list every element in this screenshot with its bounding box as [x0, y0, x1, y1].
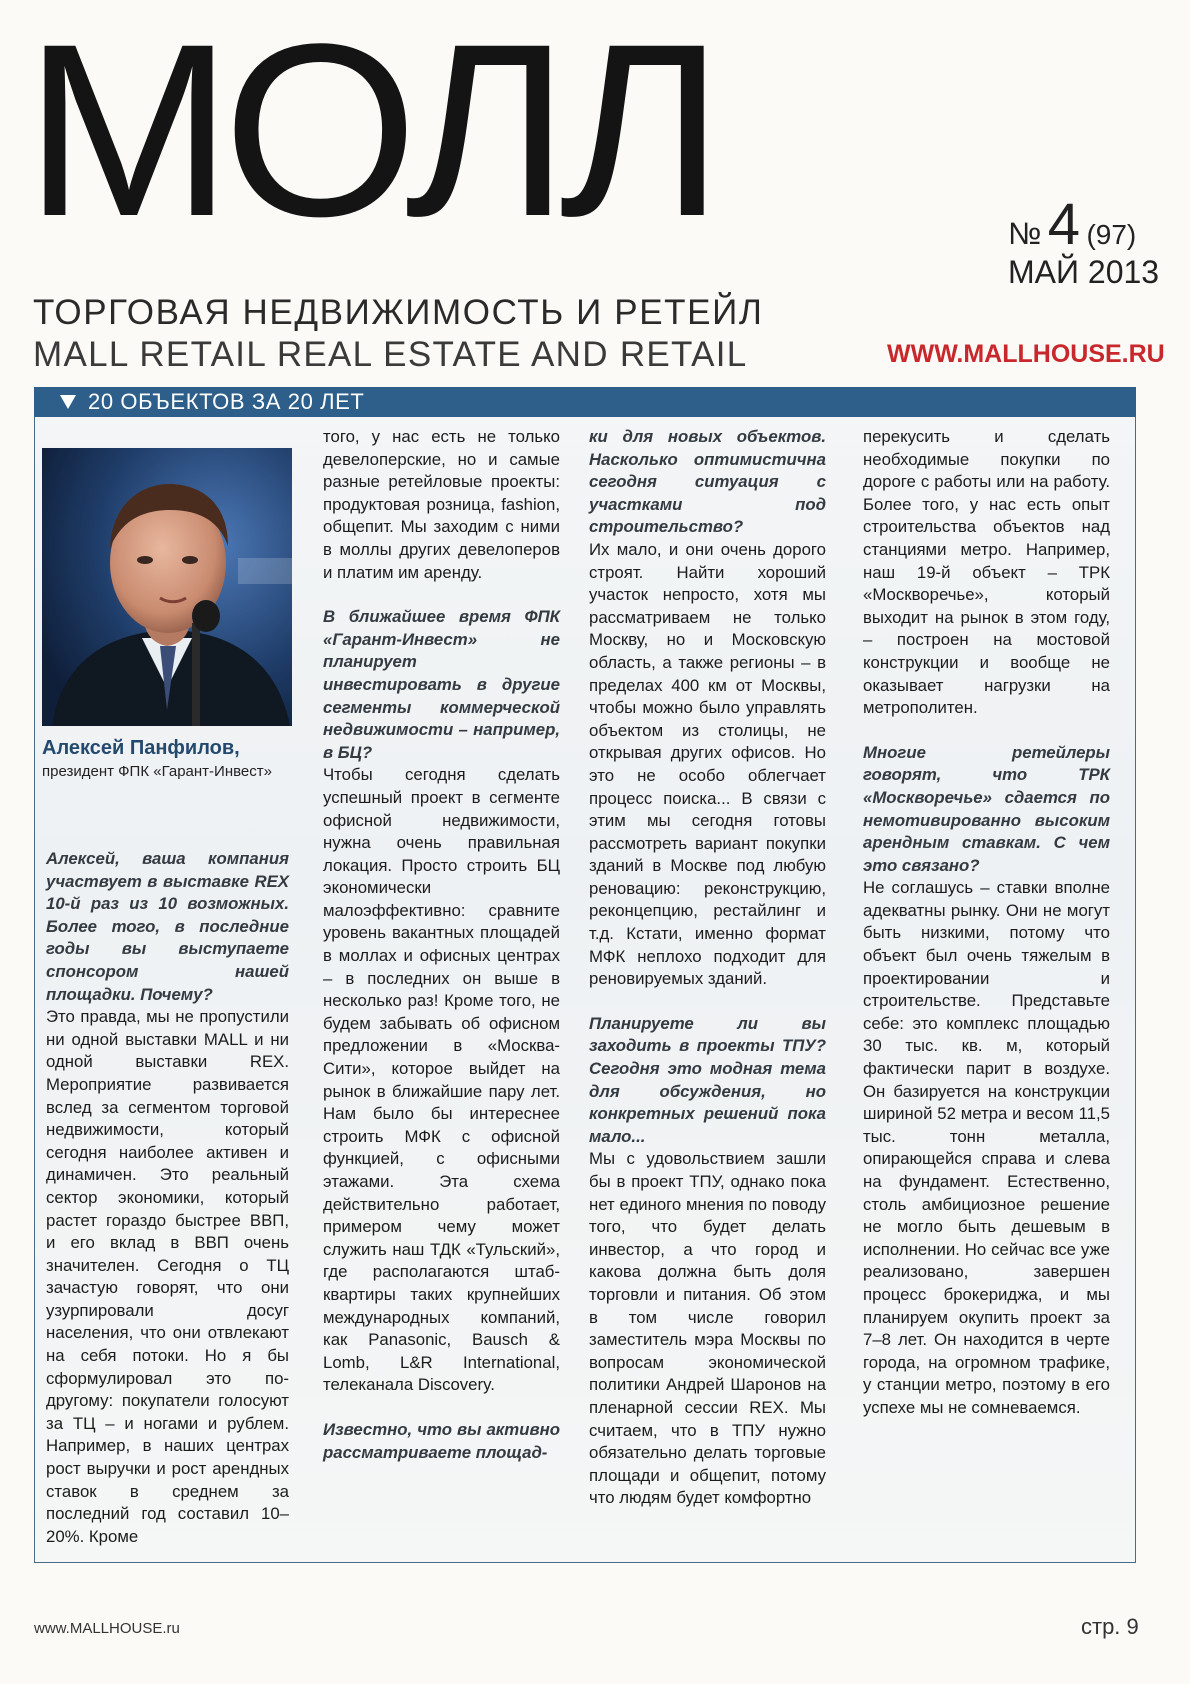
portrait-photo [42, 448, 292, 726]
interview-question: В ближайшее время ФПК «Гарант-Инвест» не планирует инвестировать в другие сегменты коммерческой недвижимости – например, в БЦ? [323, 607, 560, 762]
interview-question: Алексей, ваша компания участвует в выставке REX 10-й раз из 10 возможных. Более того, в последние годы вы выступаете спонсором нашей площадки. Почему? [46, 849, 289, 1004]
interview-answer: Их мало, и они очень дорого строят. Найти хороший участок непросто, хотя мы рассматриваем не только Москву, но и Московскую область, а также регионы – в пределах 400 км от Москвы, чтобы можно было управлять объектом из столицы, не открывая других офисов. Но это не особо облегчает процесс поиска... В связи с этим мы сегодня готовы рассмотреть вариант покупки зданий в Москве под любую реновацию: реконструкцию, реконцепцию, рестайлинг и т.д. Кстати, именно формат МФК неплохо подходит для реновируемых зданий. [589, 539, 826, 989]
interview-answer: Не соглашусь – ставки вполне адекватны рынку. Они не могут быть низкими, потому что объект был очень тяжелым в проектировании и строительстве. Представьте себе: это комплекс площадью 30 тыс. кв. м, который фактически парит в воздухе. Он базируется на конструкции шириной 52 метра и весом 11,5 тыс. тонн металла, опирающейся справа и слева на фундамент. Естественно, столь амбициозное решение не могло быть дешевым в исполнении. Но сейчас все уже реализовано, завершен процесс брокериджа, и мы планируем окупить проект за 7–8 лет. Он находится в черте города, на огромном трафике, у станции метро, поэтому в его успехе мы не сомневаемся. [863, 878, 1110, 1417]
article-column-3 [589, 426, 826, 1510]
interview-answer: того, у нас есть не только девелоперские, но и самые разные ретейловые проекты: продуктовая розница, fashion, общепит. Мы заходим с ними в моллы других девелоперов и платим им аренду. [323, 427, 560, 582]
interview-question: Известно, что вы активно рассматриваете площад- [323, 1419, 560, 1462]
photo-caption-role: президент ФПК «Гарант-Инвест» [42, 763, 272, 780]
page-number: стр. 9 [1081, 1614, 1139, 1639]
issue-date: МАЙ 2013 [1008, 254, 1160, 290]
interview-question: ки для новых объектов. Насколько оптимистична сегодня ситуация с участками под строительство? [589, 427, 826, 537]
portrait-illustration [42, 448, 292, 726]
interview-answer: Чтобы сегодня сделать успешный проект в сегменте офисной недвижимости, нужна очень правильная локация. Просто строить БЦ экономически малоэффективно: сравните уровень вакантных площадей в моллах и офисных центрах – в последних он выше в несколько раз! Кроме того, не будем забывать об офисном предложении в «Москва-Сити», которое выйдет на рынок в ближайшие пару лет. Нам было бы интереснее строить МФК с офисной функцией, с офисными этажами. Эта схема действительно работает, примером чему может служить наш ТДК «Тульский», где располагаются штаб-квартиры таких крупнейших международных компаний, как Panasonic, Bausch & Lomb, L&R International, телеканала Discovery. [323, 765, 560, 1395]
interview-question: Многие ретейлеры говорят, что ТРК «Москворечье» сдается по немотивированно высоким арендным ставкам. С чем это связано? [863, 742, 1110, 875]
rubric-title: 20 ОБЪЕКТОВ ЗА 20 ЛЕТ [88, 389, 365, 414]
interview-answer: Это правда, мы не пропустили ни одной выставки MALL и ни одной выставки REX. Мероприятие развивается вслед за сегментом торговой недвижимости, который сегодня наиболее активен и динамичен. Это реальный сектор экономики, который растет гораздо быстрее ВВП, и его вклад в ВВП очень значителен. Сегодня о ТЦ зачастую говорят, что они узурпировали досуг населения, что они отвлекают на себя потоки. Но я бы сформулировал это по-другому: покупатели голосуют за ТЦ – и ногами и рублем. Например, в наших центрах рост выручки и рост арендных ставок в среднем за последний год составил 10–20%. Кроме [46, 1007, 289, 1546]
article-column-2 [323, 426, 560, 1464]
interview-answer: Мы с удовольствием зашли бы в проект ТПУ, однако пока нет единого мнения по поводу того, что будет делать инвестор, а что город и какова должна быть доля торговли и питания. Об этом в том числе говорил заместитель мэра Москвы по вопросам экономической политики Андрей Шаронов на пленарной сессии REX. Мы считаем, что в ТПУ нужно обязательно делать торговые площади и общепит, потому что людям будет комфортно [589, 1149, 826, 1508]
issue-total-number: (97) [1086, 219, 1137, 250]
rubric-bar [34, 387, 1136, 417]
issue-number-sign: № [1008, 216, 1042, 251]
interview-question: Планируете ли вы заходить в проекты ТПУ? Сегодня это модная тема для обсуждения, но конкретных решений пока мало... [589, 1013, 826, 1146]
issue-number-row [1008, 192, 1168, 257]
issue-info [1008, 192, 1168, 290]
issue-number: 4 [1047, 192, 1080, 257]
article-column-4 [863, 426, 1110, 1420]
subtitle-russian: ТОРГОВАЯ НЕДВИЖИМОСТЬ И РЕТЕЙЛ [33, 293, 764, 332]
subtitle-english: MALL RETAIL REAL ESTATE AND RETAIL [33, 335, 748, 374]
footer-website-link[interactable]: www.MALLHOUSE.ru [34, 1620, 180, 1637]
photo-caption-name: Алексей Панфилов, [42, 737, 240, 759]
magazine-logo: МОЛЛ [24, 0, 714, 268]
interview-answer: перекусить и сделать необходимые покупки по дороге с работы или на работу. Более того, у нас есть опыт строительства объектов над станциями метро. Например, наш 19-й объект – ТРК «Москворечье», который выходит на рынок в этом году, – построен на мостовой конструкции и вообще не оказывает нагрузки на метрополитен. [863, 427, 1110, 718]
triangle-marker-icon [60, 395, 76, 409]
website-link[interactable]: WWW.MALLHOUSE.RU [887, 340, 1165, 368]
article-column-1 [46, 848, 289, 1548]
